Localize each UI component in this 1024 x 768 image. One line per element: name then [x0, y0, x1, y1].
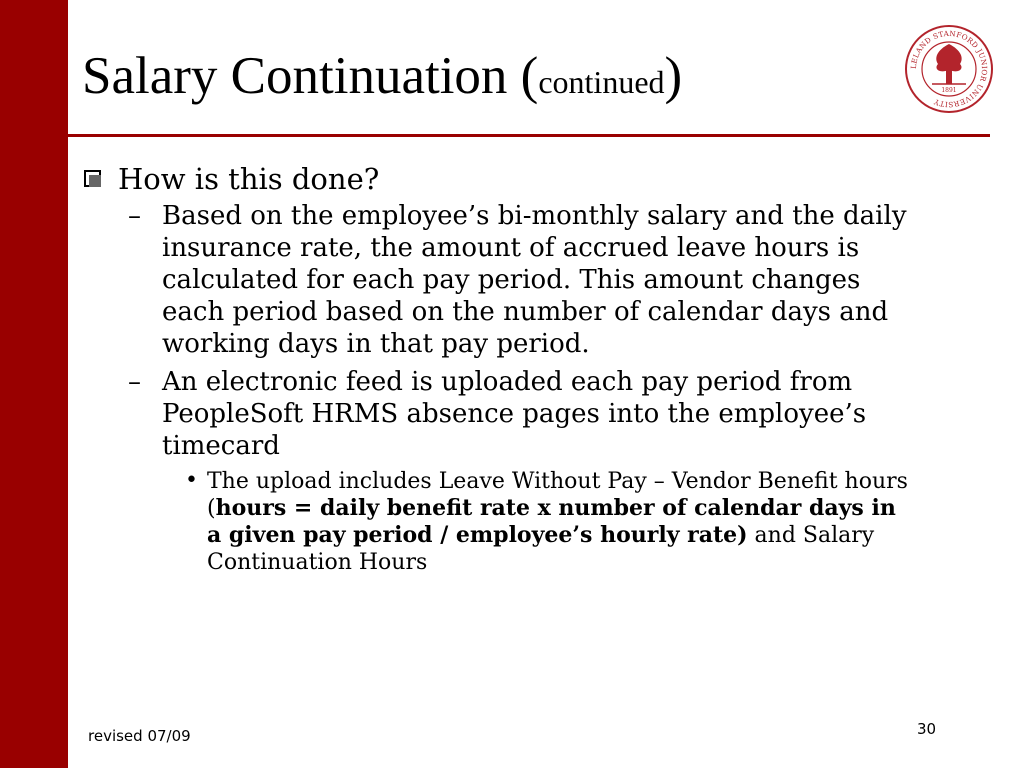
title-main: Salary Continuation ( — [82, 47, 539, 105]
bullet-level2 — [128, 200, 922, 360]
bullet-level1 — [82, 162, 932, 196]
bullet-text-pre: The upload includes Leave Without Pay – Vendor Benefit hours ( — [207, 469, 908, 521]
seal-year: 1891 — [941, 87, 957, 94]
stanford-seal-logo — [904, 24, 994, 114]
slide-title — [82, 44, 682, 114]
footer-revised: revised 07/09 — [88, 727, 191, 745]
dash-bullet-icon: – — [128, 201, 141, 231]
checkbox-bullet-icon — [84, 170, 101, 187]
title-continued: continued — [538, 64, 665, 100]
slide-body — [82, 162, 932, 576]
dot-bullet-icon: • — [185, 468, 198, 493]
dash-bullet-icon: – — [128, 367, 141, 397]
title-close: ) — [664, 47, 683, 105]
page-number: 30 — [917, 720, 937, 738]
bullet-text-post: and Salary Continuation Hours — [207, 523, 875, 575]
svg-text:LELAND STANFORD JUNIOR UNIVERS: LELAND STANFORD JUNIOR UNIVERSITY — [908, 28, 990, 110]
bullet-text-bold: hours = daily benefit rate x number of calendar days in a given pay period / employee’s hourly rate) — [207, 495, 896, 548]
bullet-text: An electronic feed is uploaded each pay period from PeopleSoft HRMS absence pages into the employee’s timecard — [162, 367, 867, 461]
title-underline — [68, 134, 990, 137]
bullet-text: How is this done? — [118, 162, 380, 196]
left-sidebar-bar — [0, 0, 68, 768]
bullet-level2 — [128, 366, 922, 462]
bullet-level3 — [185, 468, 917, 576]
bullet-text: Based on the employee’s bi-monthly salary and the daily insurance rate, the amount of accrued leave hours is calculated for each pay period. This amount changes each period based on the number of calendar days and working days in that pay period. — [162, 201, 907, 359]
